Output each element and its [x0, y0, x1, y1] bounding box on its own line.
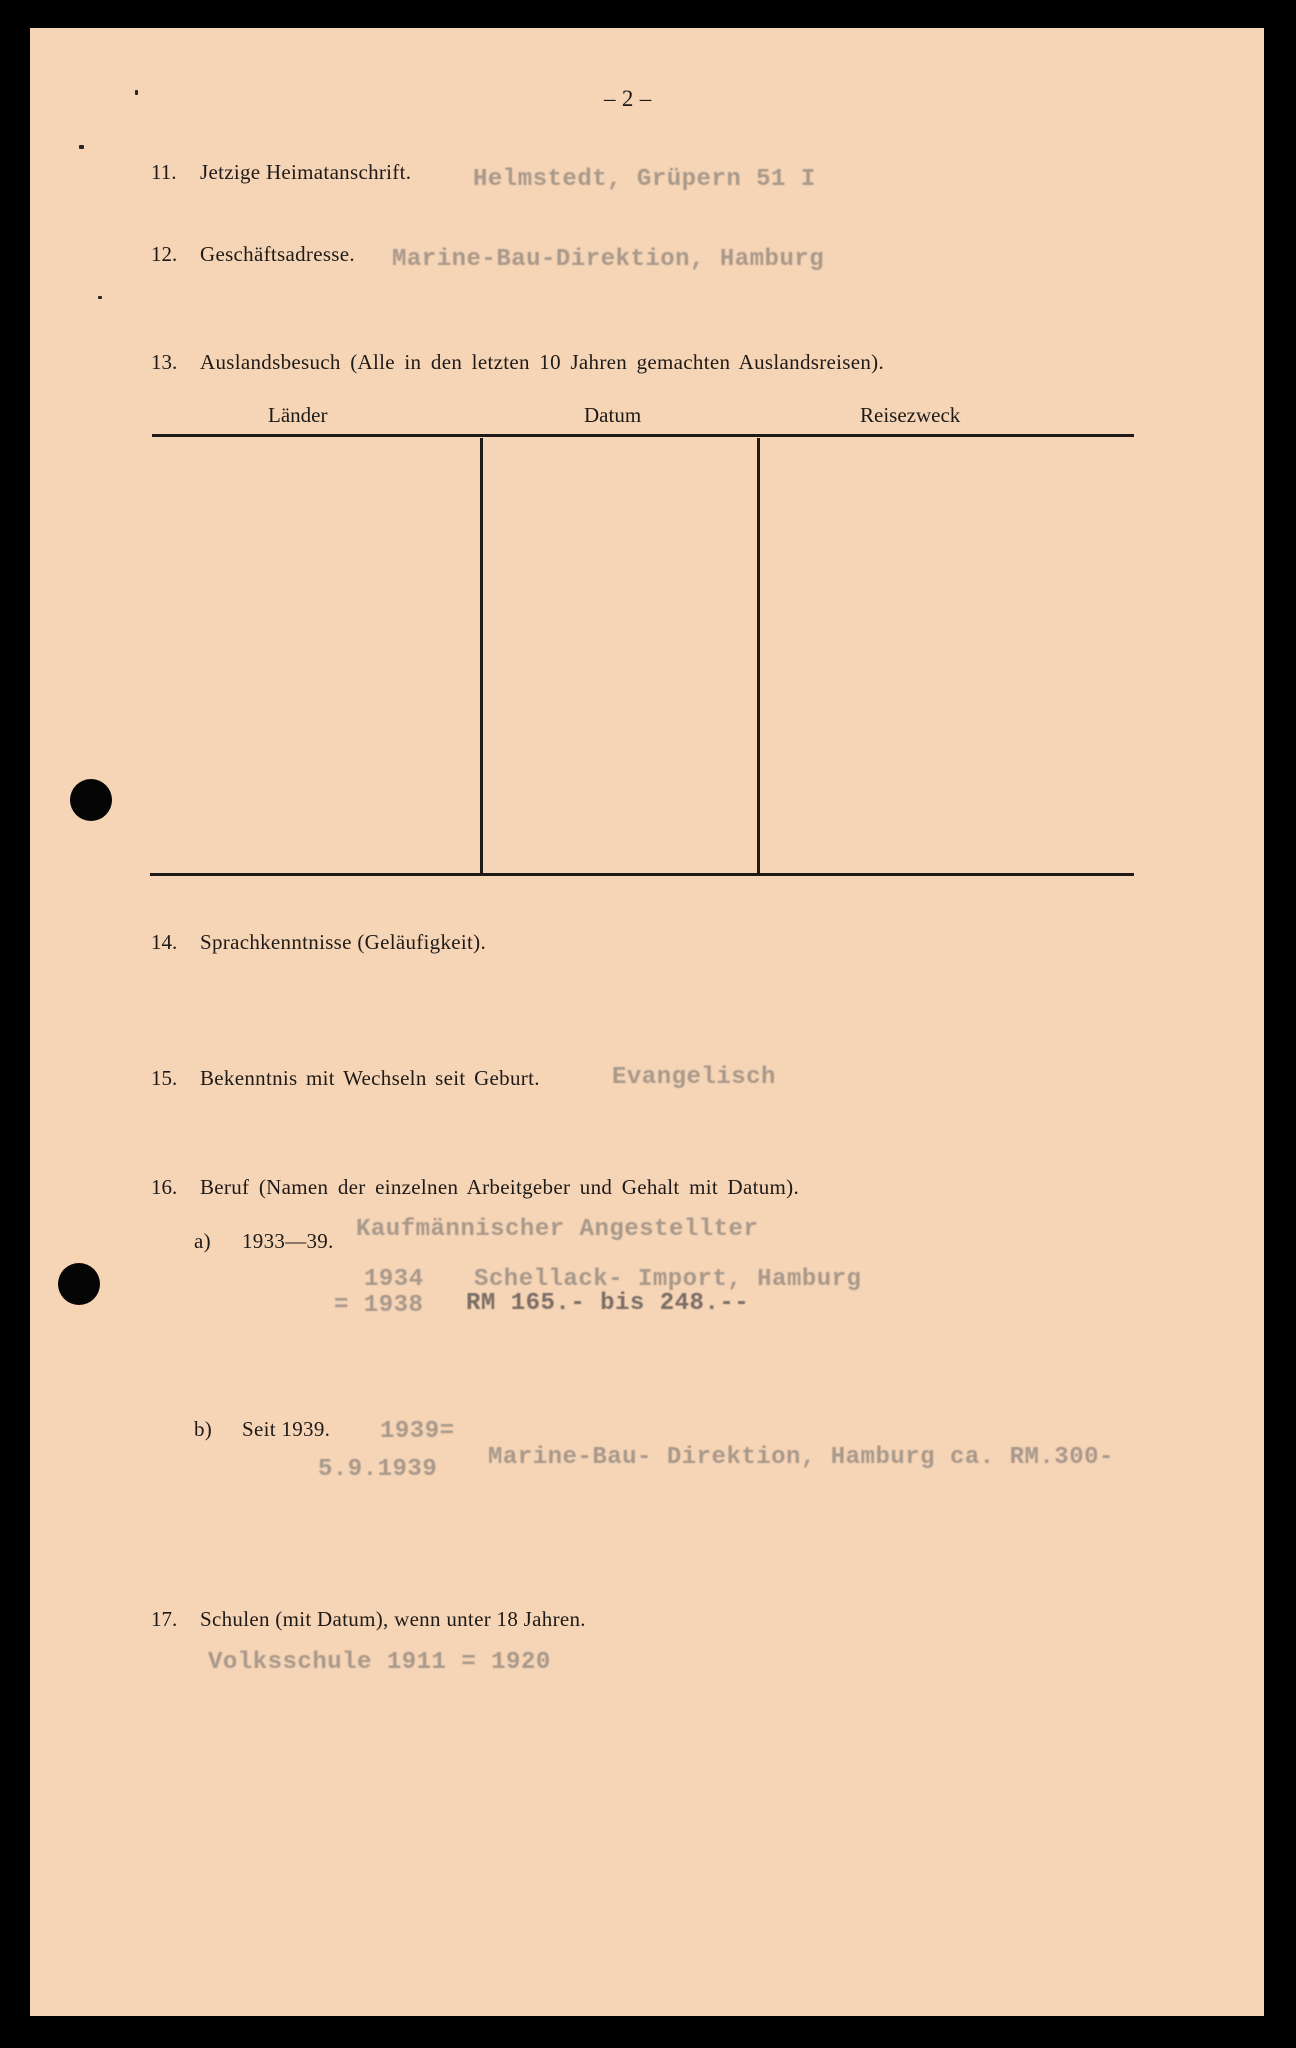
table-bottom-rule	[150, 873, 1134, 876]
col-header-datum: Datum	[584, 403, 642, 427]
item-12-value: Marine-Bau-Direktion, Hamburg	[392, 246, 825, 273]
item-16b-line2-date: 5.9.1939	[318, 1456, 438, 1483]
item-11-label: Jetzige Heimatanschrift.	[200, 160, 412, 184]
punch-hole-lower	[58, 1263, 100, 1305]
item-16a-line1: Kaufmännischer Angestellter	[356, 1216, 759, 1243]
item-17-label: Schulen (mit Datum), wenn unter 18 Jahren.	[200, 1607, 586, 1631]
item-13-label: Auslandsbesuch (Alle in den letzten 10 Jahren gemachten Auslandsreisen).	[200, 350, 884, 374]
item-15-number: 15.	[151, 1066, 178, 1090]
item-16b-line2-text: Marine-Bau- Direktion, Hamburg ca. RM.300-	[488, 1444, 1114, 1471]
item-16a-line2-text: Schellack- Import, Hamburg	[474, 1266, 862, 1293]
item-17-value: Volksschule 1911 = 1920	[208, 1649, 551, 1676]
item-16-label: Beruf (Namen der einzelnen Arbeitgeber und Gehalt mit Datum).	[200, 1175, 800, 1199]
item-15-value: Evangelisch	[612, 1064, 776, 1091]
item-13-number: 13.	[151, 350, 178, 374]
item-11-number: 11.	[151, 160, 177, 184]
item-15-label: Bekenntnis mit Wechseln seit Geburt.	[200, 1066, 540, 1090]
col-header-laender: Länder	[268, 403, 328, 427]
item-14-label: Sprachkenntnisse (Geläufigkeit).	[200, 930, 487, 954]
item-16-number: 16.	[151, 1175, 178, 1199]
item-16a-period: 1933—39.	[242, 1229, 334, 1253]
page-number: – 2 –	[604, 86, 652, 111]
table-top-rule	[152, 434, 1134, 437]
col-header-reisezweck: Reisezweck	[860, 403, 961, 427]
item-14-number: 14.	[151, 930, 178, 954]
speck-mark	[79, 145, 84, 149]
item-11-value: Helmstedt, Grüpern 51 I	[473, 166, 816, 193]
item-12-number: 12.	[151, 242, 178, 266]
item-16a-line2-date: 1934	[364, 1266, 424, 1293]
item-16a-prefix: a)	[194, 1229, 211, 1253]
item-16a-line3-date: = 1938	[334, 1292, 424, 1319]
punch-hole-upper	[70, 779, 112, 821]
speck-mark	[135, 90, 138, 95]
table-column-divider-2	[757, 438, 760, 874]
item-17-number: 17.	[151, 1607, 178, 1631]
item-12-label: Geschäftsadresse.	[200, 242, 355, 266]
item-16a-line3-text: RM 165.- bis 248.--	[466, 1290, 750, 1317]
item-16b-period: Seit 1939.	[242, 1417, 331, 1441]
paper-sheet	[30, 28, 1264, 2016]
table-column-divider-1	[480, 438, 483, 874]
item-16b-line1-date: 1939=	[380, 1418, 455, 1445]
speck-mark	[98, 296, 102, 299]
item-16b-prefix: b)	[194, 1417, 213, 1441]
